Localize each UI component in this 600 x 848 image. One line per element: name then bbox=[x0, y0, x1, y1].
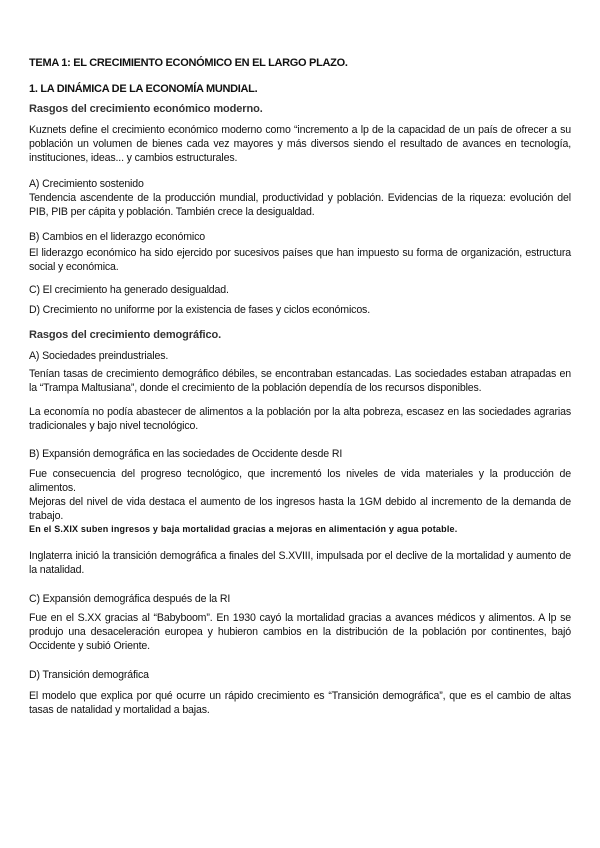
document-title: TEMA 1: EL CRECIMIENTO ECONÓMICO EN EL LARGO PLAZO. bbox=[29, 57, 348, 69]
note-b-sxix: En el S.XIX suben ingresos y baja mortalidad gracias a mejoras en alimentación y agua potable. bbox=[29, 524, 458, 534]
paragraph-d-transicion: El modelo que explica por qué ocurre un rápido crecimiento es “Transición demográfica”, que es el cambio de altas tasas de natalidad y mortalidad a bajas. bbox=[29, 690, 571, 716]
section-heading: 1. LA DINÁMICA DE LA ECONOMÍA MUNDIAL. bbox=[29, 83, 258, 95]
label-d-transicion: D) Transición demográfica bbox=[29, 669, 149, 681]
paragraph-b-mejoras: Mejoras del nivel de vida destaca el aumento de los ingresos hasta la 1GM debido al incremento de la demanda de trabajo. bbox=[29, 496, 571, 522]
label-a-sostenido: A) Crecimiento sostenido bbox=[29, 178, 144, 190]
paragraph-b-inglaterra: Inglaterra inició la transición demográfica a finales del S.XVIII, impulsada por el declive de la mortalidad y aumento de la natalidad. bbox=[29, 550, 571, 576]
paragraph-a-sostenido: Tendencia ascendente de la producción mundial, productividad y población. Evidencias de la riqueza: evolución del PIB, PIB per cápita y población. También crece la desigualdad. bbox=[29, 192, 571, 218]
label-b-liderazgo: B) Cambios en el liderazgo económico bbox=[29, 231, 205, 243]
subheading-economic: Rasgos del crecimiento económico moderno. bbox=[29, 103, 263, 115]
item-d-no-uniforme: D) Crecimiento no uniforme por la existencia de fases y ciclos económicos. bbox=[29, 304, 370, 316]
paragraph-kuznets: Kuznets define el crecimiento económico moderno como “incremento a lp de la capacidad de un país de ofrecer a su población un volumen de bienes cada vez mayores y más diversos siendo el resultado de avances en tecnología, instituciones, ideas... y cambios estructurales. bbox=[29, 124, 571, 164]
paragraph-a-economia: La economía no podía abastecer de alimentos a la población por la alta pobreza, escasez en las sociedades agrarias tradicionales y bajo nivel tecnológico. bbox=[29, 406, 571, 432]
label-c-despues-ri: C) Expansión demográfica después de la RI bbox=[29, 593, 231, 605]
label-b-expansion: B) Expansión demográfica en las sociedades de Occidente desde RI bbox=[29, 448, 343, 460]
subheading-demographic: Rasgos del crecimiento demográfico. bbox=[29, 329, 222, 341]
paragraph-b-liderazgo: El liderazgo económico ha sido ejercido por sucesivos países que han impuesto su forma de organización, estructura social y económica. bbox=[29, 247, 571, 273]
paragraph-c-babyboom: Fue en el S.XX gracias al “Babyboom”. En 1930 cayó la mortalidad gracias a avances médicos y alimentos. A lp se produjo una desaceleración europea y hubieron cambios en la distribución de la población por continentes, bajó Occidente y subió Oriente. bbox=[29, 612, 571, 652]
label-a-preindustriales: A) Sociedades preindustriales. bbox=[29, 350, 169, 362]
paragraph-a-maltusiana: Tenían tasas de crecimiento demográfico débiles, se encontraban estancadas. Las sociedades estaban atrapadas en la “Trampa Maltusiana”, donde el crecimiento de la población dependía de los recursos disponibles. bbox=[29, 368, 571, 394]
paragraph-b-progreso: Fue consecuencia del progreso tecnológico, que incrementó los niveles de vida materiales y la producción de alimentos. bbox=[29, 468, 571, 494]
item-c-desigualdad: C) El crecimiento ha generado desigualdad. bbox=[29, 284, 229, 296]
